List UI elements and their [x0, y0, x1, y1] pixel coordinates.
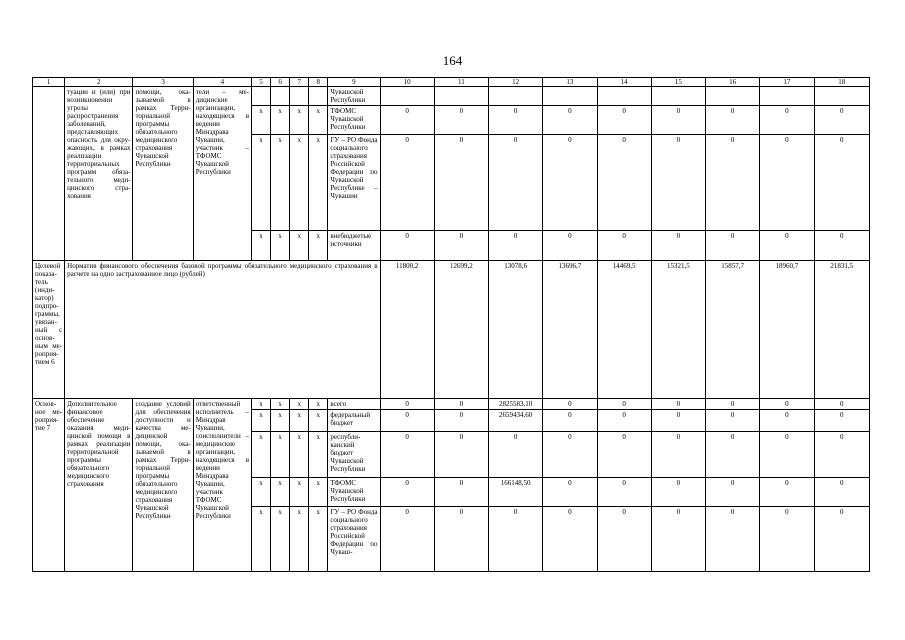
year-value: 0 — [434, 432, 488, 478]
code-cell — [252, 87, 271, 106]
col-header: 8 — [309, 78, 328, 87]
col-header: 5 — [252, 78, 271, 87]
year-value: 0 — [706, 478, 760, 507]
year-value: 0 — [651, 399, 705, 410]
year-value: 0 — [706, 231, 760, 261]
year-value: 0 — [651, 231, 705, 261]
year-value: 0 — [706, 135, 760, 231]
code-cell: x — [290, 106, 309, 135]
year-value: 0 — [706, 432, 760, 478]
code-cell: x — [290, 507, 309, 572]
description-col-2: туации и (или) при возникновении угрозы распространения заболеваний, представляющих опасность для окружающих, в рамках реализации территориальных программ обязательного медицинского страхования — [65, 87, 133, 261]
year-value: 0 — [706, 106, 760, 135]
code-cell: x — [271, 478, 290, 507]
code-cell: x — [309, 507, 328, 572]
code-cell: x — [309, 231, 328, 261]
code-cell: x — [252, 135, 271, 231]
code-cell: x — [271, 432, 290, 478]
code-cell: x — [309, 106, 328, 135]
code-cell: x — [309, 478, 328, 507]
year-value: 0 — [760, 231, 814, 261]
column-number-row — [33, 78, 870, 87]
year-value: 0 — [597, 106, 651, 135]
year-value: 0 — [814, 478, 869, 507]
code-cell: x — [309, 432, 328, 478]
year-value: 0 — [434, 507, 488, 572]
year-value — [489, 87, 543, 106]
program-table — [32, 77, 870, 572]
year-value: 0 — [543, 507, 597, 572]
year-value: 0 — [597, 507, 651, 572]
year-value: 0 — [543, 410, 597, 432]
year-value: 0 — [380, 399, 434, 410]
col-header: 2 — [65, 78, 133, 87]
main-activity-7 — [33, 399, 870, 572]
year-value — [543, 87, 597, 106]
financing-source: Чувашской Республики — [328, 87, 380, 106]
year-value: 0 — [760, 106, 814, 135]
year-value: 2825583,10 — [489, 399, 543, 410]
financing-source: федеральный бюджет — [328, 410, 380, 432]
year-value: 0 — [543, 231, 597, 261]
col-header: 6 — [271, 78, 290, 87]
year-value: 0 — [434, 106, 488, 135]
code-cell: x — [290, 135, 309, 231]
year-value: 0 — [380, 231, 434, 261]
code-cell — [271, 87, 290, 106]
description-col-4: ответственный исполнитель – Минздрав Чувашии, соисполнители – медицинские организации, находящиеся в ведении Минздрава Чувашии, участник ТФОМС Чувашской Республики — [193, 399, 251, 572]
year-value: 0 — [434, 478, 488, 507]
year-value: 0 — [543, 135, 597, 231]
year-value: 0 — [651, 135, 705, 231]
year-value: 0 — [814, 135, 869, 231]
year-value: 0 — [434, 135, 488, 231]
year-value: 0 — [651, 410, 705, 432]
indicator-value: 13078,6 — [489, 261, 543, 399]
year-value: 0 — [814, 410, 869, 432]
code-cell: x — [309, 399, 328, 410]
indicator-value: 15857,7 — [706, 261, 760, 399]
code-cell: x — [252, 410, 271, 432]
col-header: 3 — [133, 78, 193, 87]
year-value: 0 — [489, 106, 543, 135]
year-value: 0 — [543, 478, 597, 507]
year-value: 0 — [380, 410, 434, 432]
code-cell: x — [271, 135, 290, 231]
col-header: 10 — [380, 78, 434, 87]
year-value — [380, 87, 434, 106]
code-cell: x — [271, 507, 290, 572]
year-value: 0 — [706, 410, 760, 432]
code-cell: x — [290, 478, 309, 507]
code-cell: x — [252, 399, 271, 410]
year-value: 0 — [814, 432, 869, 478]
indicator-value: 15321,5 — [651, 261, 705, 399]
year-value: 0 — [489, 432, 543, 478]
year-value: 0 — [434, 410, 488, 432]
col-header: 16 — [706, 78, 760, 87]
year-value: 0 — [706, 399, 760, 410]
indicator-value: 11800,2 — [380, 261, 434, 399]
year-value: 0 — [380, 478, 434, 507]
year-value: 0 — [760, 478, 814, 507]
year-value: 0 — [434, 399, 488, 410]
year-value — [706, 87, 760, 106]
year-value: 0 — [814, 507, 869, 572]
year-value: 0 — [434, 231, 488, 261]
col-header: 4 — [193, 78, 251, 87]
financing-source: республиканский бюджет Чувашской Республики — [328, 432, 380, 478]
financing-source: ТФОМС Чувашской Республики — [328, 106, 380, 135]
financing-source: ГУ – РО Фонда социального страхования Российской Федерации по Чувашской Республике – Чувашии — [328, 135, 380, 231]
code-cell: x — [309, 135, 328, 231]
col-header: 13 — [543, 78, 597, 87]
description-col-3: создание условий для обеспечения доступности и качества медицинской помощи, оказываемой в рамках Территориальной программы обязательного медицинского страхования Чувашской Республики — [133, 399, 193, 572]
year-value — [651, 87, 705, 106]
year-value: 2659434,60 — [489, 410, 543, 432]
description-col-3: помощи, оказываемой в рамках Территориальной программы обязательного медицинского страхования Чувашской Республики — [133, 87, 193, 261]
year-value: 0 — [760, 399, 814, 410]
code-cell: x — [252, 231, 271, 261]
year-value: 0 — [380, 135, 434, 231]
year-value — [597, 87, 651, 106]
col-header: 9 — [328, 78, 380, 87]
block-continued — [33, 87, 870, 261]
description-col-1 — [33, 87, 65, 261]
year-value: 0 — [380, 432, 434, 478]
code-cell — [290, 87, 309, 106]
code-cell: x — [309, 410, 328, 432]
code-cell: x — [252, 507, 271, 572]
code-cell — [309, 87, 328, 106]
indicator-value: 13696,7 — [543, 261, 597, 399]
year-value: 0 — [814, 106, 869, 135]
financing-source: внебюджетые источники — [328, 231, 380, 261]
year-value: 0 — [543, 432, 597, 478]
year-value: 0 — [760, 410, 814, 432]
description-col-4: тели – медицинские организации, находящиеся в ведении Минздрава Чувашии, участник – ТФОМС Чувашской Республики — [193, 87, 251, 261]
year-value: 0 — [814, 231, 869, 261]
indicator-label: Целевой показатель (индикатор) подпрограммы, увязанный с основным мероприятием 6 — [33, 261, 65, 399]
indicator-value: 18960,7 — [760, 261, 814, 399]
code-cell: x — [252, 478, 271, 507]
year-value: 0 — [651, 507, 705, 572]
year-value: 0 — [597, 410, 651, 432]
year-value: 0 — [489, 135, 543, 231]
year-value: 0 — [543, 106, 597, 135]
code-cell: x — [271, 231, 290, 261]
year-value: 0 — [651, 106, 705, 135]
col-header: 18 — [814, 78, 869, 87]
year-value: 0 — [814, 399, 869, 410]
financing-row — [33, 399, 870, 410]
code-cell: x — [271, 410, 290, 432]
code-cell: x — [271, 106, 290, 135]
year-value: 0 — [489, 507, 543, 572]
code-cell: x — [290, 399, 309, 410]
col-header: 15 — [651, 78, 705, 87]
col-header: 11 — [434, 78, 488, 87]
indicator-row — [33, 261, 870, 399]
year-value: 0 — [489, 231, 543, 261]
indicator-value: 14469,5 — [597, 261, 651, 399]
col-header: 17 — [760, 78, 814, 87]
year-value: 0 — [380, 507, 434, 572]
year-value: 0 — [597, 478, 651, 507]
year-value: 0 — [706, 507, 760, 572]
code-cell: x — [271, 399, 290, 410]
description-col-2: Дополнительное финансовое обеспечение оказания медицинской помощи в рамках реализации территориальной программы обязательного медицинского страхования — [65, 399, 133, 572]
year-value: 0 — [651, 478, 705, 507]
year-value — [434, 87, 488, 106]
col-header: 7 — [290, 78, 309, 87]
year-value: 0 — [760, 507, 814, 572]
year-value: 0 — [597, 432, 651, 478]
code-cell: x — [290, 231, 309, 261]
code-cell: x — [252, 106, 271, 135]
year-value: 0 — [543, 399, 597, 410]
year-value: 0 — [597, 231, 651, 261]
financing-source: ГУ – РО Фонда социального страхования Российской Федерации по Чуваш- — [328, 507, 380, 572]
indicator-value: 21831,5 — [814, 261, 869, 399]
year-value — [760, 87, 814, 106]
year-value: 0 — [597, 135, 651, 231]
year-value: 0 — [651, 432, 705, 478]
col-header: 14 — [597, 78, 651, 87]
description-col-1: Основное мероприятие 7 — [33, 399, 65, 572]
col-header: 12 — [489, 78, 543, 87]
financing-source: ТФОМС Чувашской Республики — [328, 478, 380, 507]
indicator-text: Норматив финансового обеспечения базовой программы обязательного медицинского страхования в расчете на одно застрахованное лицо (рублей) — [65, 261, 380, 399]
year-value: 0 — [760, 135, 814, 231]
year-value: 0 — [760, 432, 814, 478]
indicator-value: 12699,2 — [434, 261, 488, 399]
year-value: 166148,50 — [489, 478, 543, 507]
code-cell: x — [290, 410, 309, 432]
financing-row — [33, 87, 870, 106]
year-value: 0 — [597, 399, 651, 410]
year-value — [814, 87, 869, 106]
year-value: 0 — [380, 106, 434, 135]
page-number: 164 — [442, 53, 463, 68]
code-cell: x — [290, 432, 309, 478]
col-header: 1 — [33, 78, 65, 87]
code-cell: x — [252, 432, 271, 478]
financing-source: всего — [328, 399, 380, 410]
